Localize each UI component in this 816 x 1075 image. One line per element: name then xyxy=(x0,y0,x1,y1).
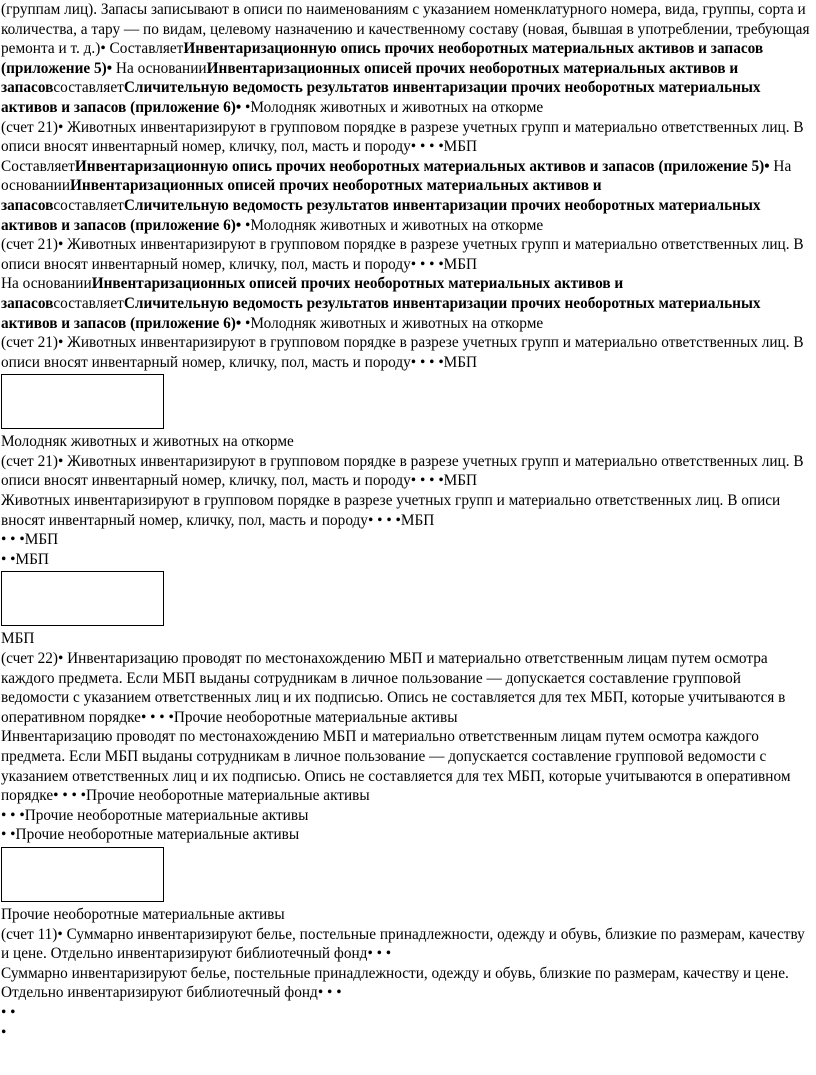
text-run: (счет 21)• Животных инвентаризируют в групповом порядке в разрезе учетных групп и материально ответственных лиц. В описи вносят инвентарный номер, кличку, пол, масть и породу• • • •МБП xyxy=(1,452,804,490)
text-run: Суммарно инвентаризируют белье, постельные принадлежности, одежду и обувь, близкие по размерам, качеству и цене. Отдельно инвентаризируют библиотечный фонд• • • xyxy=(1,964,789,1002)
text-paragraph xyxy=(1,925,813,964)
text-run: (счет 21)• Животных инвентаризируют в групповом порядке в разрезе учетных групп и материально ответственных лиц. В описи вносят инвентарный номер, кличку, пол, масть и породу• • • •МБП xyxy=(1,118,804,156)
text-run: • • •МБП xyxy=(1,531,59,549)
text-paragraph xyxy=(1,629,813,649)
text-run: На основании xyxy=(1,157,792,195)
bold-run: Инвентаризационную опись прочих необоротных материальных активов и запасов (приложение 5)• xyxy=(1,40,764,77)
text-paragraph xyxy=(1,905,813,925)
text-paragraph xyxy=(1,235,813,274)
text-paragraph xyxy=(1,530,813,550)
text-run: • •МБП xyxy=(1,550,49,568)
image-placeholder-frame xyxy=(1,374,164,429)
text-paragraph xyxy=(1,806,813,826)
text-run: Прочие необоротные материальные активы xyxy=(1,905,285,923)
text-paragraph xyxy=(1,964,813,1003)
text-run: Инвентаризацию проводят по местонахождению МБП и материально ответственным лицам путем осмотра каждого предмета. Если МБП выданы сотрудникам в личное пользование — допускается составление групповой ведомости с указанием ответственных лиц и их подписью. Опись не составляется для тех МБП, которые учитываются в оперативном порядке• • • •Прочие необоротные материальные активы xyxy=(1,728,791,805)
text-paragraph xyxy=(1,1003,813,1023)
text-run: •Молодняк животных и животных на откорме xyxy=(241,98,544,116)
text-paragraph xyxy=(1,118,813,157)
text-run: МБП xyxy=(1,630,35,648)
text-run: (счет 21)• Животных инвентаризируют в групповом порядке в разрезе учетных групп и материально ответственных лиц. В описи вносят инвентарный номер, кличку, пол, масть и породу• • • •МБП xyxy=(1,334,804,371)
bold-run: Инвентаризационных описей прочих необоротных материальных активов и запасов xyxy=(1,177,602,214)
text-run: (счет 22)• Инвентаризацию проводят по местонахождению МБП и материально ответственным лицам путем осмотра каждого предмета. Если МБП выданы сотрудникам в личное пользование — допускается составление групповой ведомости с указанием ответственных лиц и их подписью. Опись не составляется для тех МБП, которые учитываются в оперативном порядке• • • •Прочие необоротные материальные активы xyxy=(1,650,786,726)
bold-run: Сличительную ведомость результатов инвентаризации прочих необоротных материальных активов и запасов (приложение 6)• xyxy=(1,294,761,332)
text-paragraph xyxy=(1,649,813,727)
text-run: • • •Прочие необоротные материальные активы xyxy=(1,806,309,824)
text-run: На основании xyxy=(112,59,207,77)
text-run: Составляет xyxy=(1,157,75,175)
text-run: •Молодняк животных и животных на откорме xyxy=(241,216,544,234)
text-run: •Молодняк животных и животных на откорме xyxy=(241,314,544,332)
text-run: На основании xyxy=(1,275,92,293)
text-run: составляет xyxy=(53,196,124,214)
text-run: (счет 21)• Животных инвентаризируют в групповом порядке в разрезе учетных групп и материально ответственных лиц. В описи вносят инвентарный номер, кличку, пол, масть и породу• • • •МБП xyxy=(1,236,804,273)
bold-run: Инвентаризационную опись прочих необоротных материальных активов и запасов (приложение 5)• xyxy=(74,157,770,175)
text-run: Молодняк животных и животных на откорме xyxy=(1,433,294,451)
bold-run: Инвентаризационных описей прочих необоротных материальных активов и запасов xyxy=(1,275,624,312)
text-run: • • xyxy=(1,1003,16,1021)
text-paragraph xyxy=(1,825,813,845)
bold-run: Инвентаризационных описей прочих необоротных материальных активов и запасов xyxy=(1,59,739,97)
text-paragraph xyxy=(1,432,813,452)
text-run: (группам лиц). Запасы записывают в описи по наименованиям с указанием номенклатурного номера, вида, группы, сорта и количества, а тару — по видам, целевому назначению и качественному составу (новая, бывшая в употреблении, требующая ремонта и т. д.)• Составляет xyxy=(1,1,810,58)
text-run: составляет xyxy=(53,79,124,97)
text-paragraph xyxy=(1,452,813,491)
text-paragraph xyxy=(1,0,813,118)
text-run: (счет 11)• Суммарно инвентаризируют белье, постельные принадлежности, одежду и обувь, близкие по размерам, качеству и цене. Отдельно инвентаризируют библиотечный фонд• • • xyxy=(1,925,805,963)
text-run: составляет xyxy=(53,294,124,312)
text-paragraph xyxy=(1,491,813,530)
text-run: Животных инвентаризируют в групповом порядке в разрезе учетных групп и материально ответственных лиц. В описи вносят инвентарный номер, кличку, пол, масть и породу• • • •МБП xyxy=(1,492,781,529)
text-paragraph xyxy=(1,1023,813,1043)
text-paragraph xyxy=(1,157,813,235)
image-placeholder-frame xyxy=(1,571,164,626)
text-paragraph xyxy=(1,550,813,570)
text-run: • •Прочие необоротные материальные активы xyxy=(1,826,300,844)
text-paragraph xyxy=(1,274,813,333)
text-run: • xyxy=(1,1023,7,1041)
image-placeholder-frame xyxy=(1,847,164,902)
text-paragraph xyxy=(1,727,813,805)
bold-run: Сличительную ведомость результатов инвентаризации прочих необоротных материальных активов и запасов (приложение 6)• xyxy=(1,79,761,116)
bold-run: Сличительную ведомость результатов инвентаризации прочих необоротных материальных активов и запасов (приложение 6)• xyxy=(1,196,761,234)
text-paragraph xyxy=(1,333,813,372)
